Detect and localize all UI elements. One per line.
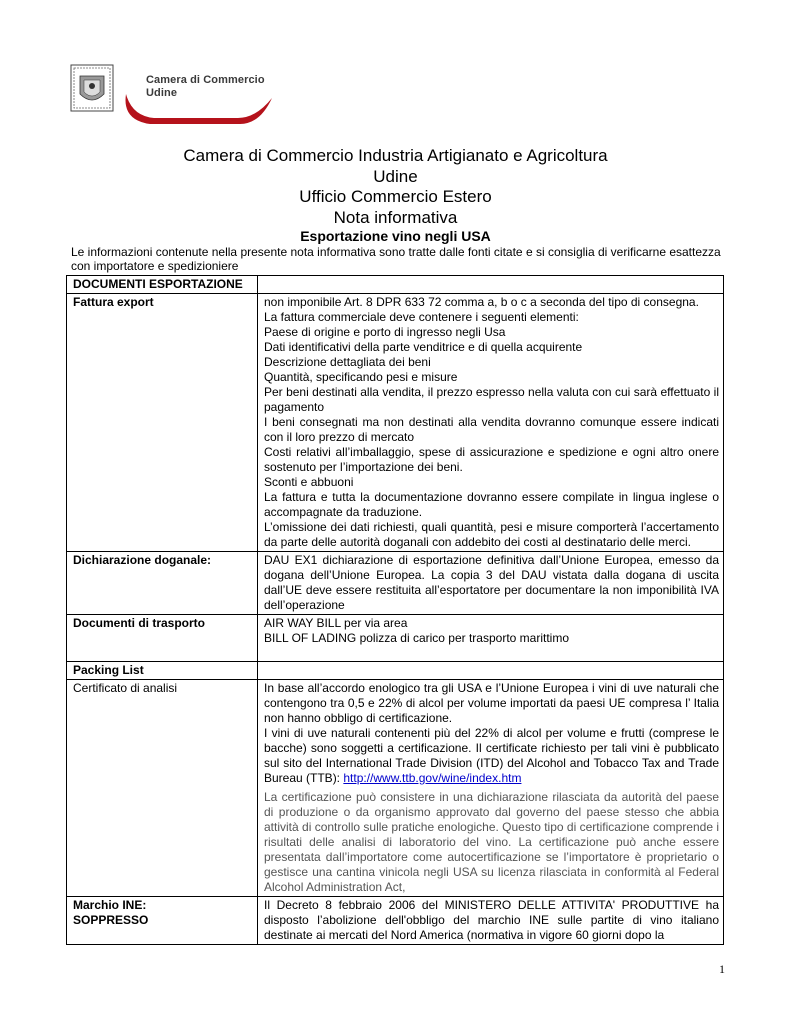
export-documents-table [66, 275, 724, 945]
row-content-marchio: Il Decreto 8 febbraio 2006 del MINISTERO DELLE ATTIVITA' PRODUTTIVE ha disposto l’abolizione dell'obbligo del marchio INE sulle partite di vino italiano destinate ai mercati del Nord America (normativa in vigore 60 giorni dopo la [258, 897, 724, 945]
table-row [67, 294, 724, 552]
row-label-dichiarazione: Dichiarazione doganale: [67, 552, 258, 615]
page-number: 1 [719, 962, 725, 976]
row-label-certificato: Certificato di analisi [67, 680, 258, 897]
row-label-marchio: Marchio INE: SOPPRESSO [67, 897, 258, 945]
logo-swoosh [120, 90, 275, 130]
table-row [67, 680, 724, 897]
chamber-logo [70, 62, 275, 128]
table-row [67, 615, 724, 662]
table-header: DOCUMENTI ESPORTAZIONE [67, 276, 258, 294]
title-line-2: Udine [373, 166, 418, 186]
document-subtitle: Esportazione vino negli USA [300, 228, 491, 244]
table-row [67, 662, 724, 680]
row-content-fattura: non imponibile Art. 8 DPR 633 72 comma a, b o c a seconda del tipo di consegna. La fattura commerciale deve contenere i seguenti elementi: Paese di origine e porto di ingresso negli Usa Dati identificativi della parte venditrice e di quella acquirente Descrizione dettagliata dei beni Quantità, specificando pesi e misure Per beni destinati alla vendita, il prezzo espresso nella valuta con cui sarà effettuato il pagamento I beni consegnati ma non destinati alla vendita dovranno comunque essere indicati con il loro prezzo di mercato Costi relativi all’imballaggio, spese di assicurazione e spedizione e ogni altro onere sostenuto per l’importazione dei beni. Sconti e abbuoni La fattura e tutta la documentazione dovranno essere compilate in lingua inglese o accompagnate da traduzione. L’omissione dei dati richiesti, quali quantità, pesi e misure comporterà l’accertamento da parte delle autorità doganali con addebito dei costi al destinatario delle merci. [258, 294, 724, 552]
coat-of-arms-icon [70, 64, 114, 112]
ttb-link[interactable]: http://www.ttb.gov/wine/index.htm [343, 771, 522, 785]
row-label-trasporto: Documenti di trasporto [67, 615, 258, 662]
row-content-dichiarazione: DAU EX1 dichiarazione di esportazione definitiva dall’Unione Europea, emesso da dogana dell’Unione Europea. La copia 3 del DAU vistata dalla dogana di uscita dall’UE deve essere restituita all’esportatore per documentare la non imponibilità IVA dell’operazione [258, 552, 724, 615]
certificato-paragraph-1: In base all’accordo enologico tra gli USA e l’Unione Europea i vini di uve naturali che contengono tra 0,5 e 22% di alcol per volume importati da paesi UE compresa l’ Italia non hanno obbligo di certificazione. [264, 681, 719, 725]
table-row [67, 552, 724, 615]
table-header-row [67, 276, 724, 294]
document-titles [0, 146, 791, 245]
intro-paragraph: Le informazioni contenute nella presente nota informativa sono tratte dalle fonti citate e si consiglia di verificarne esattezza con importatore e spedizioniere [71, 245, 721, 273]
title-line-4: Nota informativa [333, 207, 458, 227]
row-content-certificato [258, 680, 724, 897]
row-label-packing: Packing List [67, 662, 258, 680]
certificato-paragraph-2: I vini di uve naturali contenenti più del 22% di alcol per volume e frutti (comprese le bacche) sono soggetti a certificazione. Il certificate richiesto per tali vini è pubblicato sul sito del International Trade Division (ITD) del Alcohol and Tobacco Tax and Trade Bureau (TTB): http://www.ttb.gov/wine/index.htm [264, 726, 719, 785]
row-label-fattura: Fattura export [67, 294, 258, 552]
title-line-1: Camera di Commercio Industria Artigianato e Agricoltura [183, 146, 608, 165]
table-row [67, 897, 724, 945]
row-content-trasporto: AIR WAY BILL per via area BILL OF LADING polizza di carico per trasporto marittimo [258, 615, 724, 662]
logo-wordmark: Camera di Commercio Udine [146, 74, 265, 99]
title-line-3: Ufficio Commercio Estero [299, 187, 492, 206]
table-header-empty [258, 276, 724, 294]
certificato-paragraph-3: La certificazione può consistere in una dichiarazione rilasciata da autorità del paese di produzione o da organismo approvato dal governo del paese stesso che abbia attività di controllo sulle pratiche enologiche. Questo tipo di certificazione comprende i risultati delle analisi di laboratorio del vino. La certificazione può anche essere presentata dall’importatore come autocertificazione se l’importatore è proprietario o gestisce una cantina vinicola negli USA su licenza rilasciata in conformità al Federal Alcohol Administration Act, [264, 790, 719, 894]
row-content-packing [258, 662, 724, 680]
